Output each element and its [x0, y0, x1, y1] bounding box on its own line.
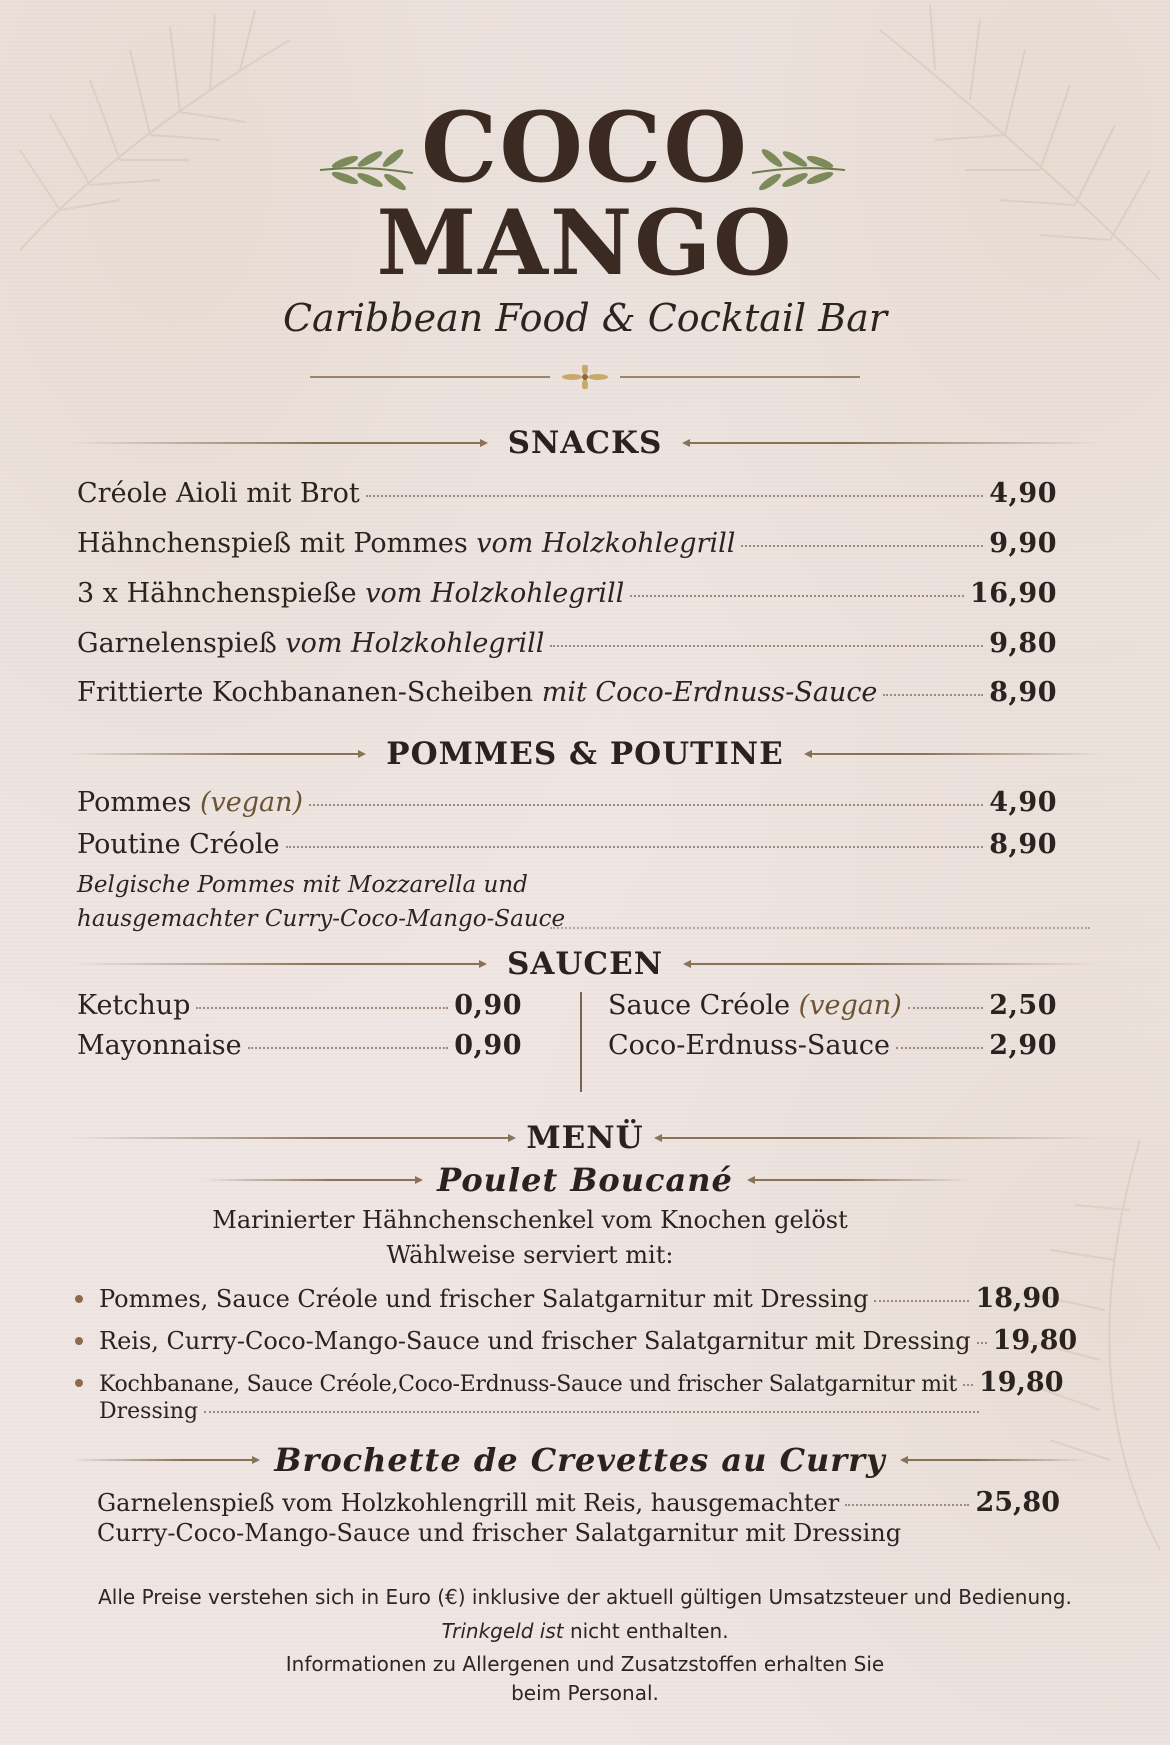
dot-leader	[248, 1047, 449, 1049]
dot-leader	[630, 595, 964, 597]
option-price: 18,90	[975, 1283, 1060, 1314]
dish-title: Poulet Boucané	[437, 1161, 733, 1199]
menu-option-continued	[99, 1399, 985, 1424]
dot-leader	[204, 1411, 979, 1413]
dish-text: Garnelenspieß vom Holzkohlengrill mit Reis, hausgemachter	[97, 1489, 840, 1517]
olive-branch-right-icon	[750, 145, 850, 195]
section-saucen-header	[70, 944, 1100, 984]
dish-poulet-header	[200, 1160, 970, 1200]
footer-allergen-note-2: beim Personal.	[511, 1681, 659, 1705]
logo-mango: MANGO	[376, 190, 794, 296]
dot-leader	[908, 1007, 983, 1009]
section-pommes-header	[70, 734, 1100, 774]
section-menu-header	[70, 1118, 1100, 1158]
bullet-icon	[75, 1379, 83, 1387]
item-note: vom Holzkohlegrill	[285, 628, 545, 659]
logo-coco: COCO	[420, 91, 750, 204]
item-name: Pommes (vegan)	[77, 787, 304, 818]
item-name: Sauce Créole (vegan)	[608, 990, 902, 1021]
bullet-icon	[75, 1337, 83, 1345]
option-text: Pommes, Sauce Créole und frischer Salatgarnitur mit Dressing	[99, 1285, 869, 1313]
dot-leader	[883, 694, 983, 696]
item-name: Hähnchenspieß mit Pommes vom Holzkohlegrill	[77, 528, 736, 559]
item-price: 2,90	[989, 1030, 1057, 1061]
menu-option	[75, 1325, 1078, 1356]
item-price: 2,50	[989, 990, 1057, 1021]
dot-leader	[309, 804, 983, 806]
dot-leader	[366, 495, 983, 497]
dot-leader	[845, 1504, 969, 1506]
dot-leader	[977, 1342, 987, 1344]
option-text: Dressing	[99, 1399, 199, 1424]
item-price: 0,90	[454, 990, 522, 1021]
item-price: 8,90	[989, 677, 1057, 708]
olive-branch-left-icon	[315, 145, 415, 195]
menu-item	[608, 1030, 1057, 1062]
dish-description	[97, 1487, 1060, 1518]
dot-leader	[874, 1300, 969, 1302]
item-price: 4,90	[989, 478, 1057, 509]
dish-description: Marinierter Hähnchenschenkel vom Knochen gelöst	[212, 1206, 848, 1234]
footer-allergen-note: Informationen zu Allergenen und Zusatzstoffen erhalten Sie	[285, 1652, 885, 1676]
footer-tip-note: Trinkgeld ist nicht enthalten.	[441, 1619, 729, 1643]
option-text: Kochbanane, Sauce Créole,Coco-Erdnuss-Sauce und frischer Salatgarnitur mit	[99, 1372, 957, 1397]
item-name: Garnelenspieß vom Holzkohlegrill	[77, 628, 545, 659]
dish-brochette-header	[70, 1440, 1090, 1480]
option-price: 19,80	[992, 1325, 1078, 1356]
dish-description	[97, 1519, 997, 1547]
item-price: 8,90	[989, 829, 1057, 860]
subtitle: Caribbean Food & Cocktail Bar	[282, 296, 888, 340]
menu-item	[77, 990, 522, 1022]
item-name: 3 x Hähnchenspieße vom Holzkohlegrill	[77, 578, 625, 609]
dot-leader	[963, 1384, 973, 1386]
item-description: Belgische Pommes mit Mozzarella und	[77, 872, 528, 898]
item-note: vom Holzkohlegrill	[476, 528, 736, 559]
item-price: 0,90	[454, 1030, 522, 1061]
item-name: Ketchup	[77, 990, 191, 1021]
section-title: SAUCEN	[506, 946, 664, 982]
menu-item	[77, 829, 1057, 861]
option-text: Reis, Curry-Coco-Mango-Sauce und frischer Salatgarnitur mit Dressing	[99, 1327, 971, 1355]
menu-item	[77, 478, 1057, 510]
item-name: Créole Aioli mit Brot	[77, 478, 360, 509]
menu-item	[77, 578, 1057, 610]
menu-item	[77, 677, 1057, 709]
dot-leader	[196, 1007, 448, 1009]
item-description: hausgemachter Curry-Coco-Mango-Sauce	[77, 906, 566, 932]
option-price: 19,80	[978, 1367, 1064, 1398]
item-name: Poutine Créole	[77, 829, 280, 860]
divider-ornament-icon	[310, 365, 860, 389]
dot-leader	[896, 1047, 983, 1049]
dot-leader	[550, 645, 983, 647]
item-price: 9,90	[989, 528, 1057, 559]
section-title: SNACKS	[507, 425, 663, 461]
dot-leader	[286, 846, 984, 848]
menu-item	[608, 990, 1057, 1022]
item-name: Mayonnaise	[77, 1030, 242, 1061]
section-title: MENÜ	[526, 1120, 644, 1156]
menu-item	[77, 787, 1057, 819]
dot-leader	[550, 927, 1090, 929]
item-note: vom Holzkohlegrill	[365, 578, 625, 609]
section-snacks-header	[70, 423, 1100, 463]
item-price: 9,80	[989, 628, 1057, 659]
footer-price-note: Alle Preise verstehen sich in Euro (€) inklusive der aktuell gültigen Umsatzsteuer und Bedienung.	[98, 1585, 1072, 1609]
dot-leader	[741, 545, 983, 547]
menu-option	[75, 1283, 1060, 1314]
menu-item	[77, 628, 1057, 660]
item-note: mit Coco-Erdnuss-Sauce	[541, 677, 878, 708]
dish-options-intro: Wählweise serviert mit:	[386, 1241, 674, 1269]
vertical-divider	[580, 992, 582, 1092]
bullet-icon	[75, 1295, 83, 1303]
section-title: POMMES & POUTINE	[386, 736, 784, 772]
dish-title: Brochette de Crevettes au Curry	[274, 1441, 886, 1479]
dish-price: 25,80	[975, 1487, 1060, 1518]
item-price: 16,90	[969, 578, 1057, 609]
menu-item	[77, 1030, 522, 1062]
vegan-tag: (vegan)	[199, 787, 304, 818]
menu-option	[75, 1367, 1064, 1398]
item-name: Coco-Erdnuss-Sauce	[608, 1030, 891, 1061]
item-name: Frittierte Kochbananen-Scheiben mit Coco-Erdnuss-Sauce	[77, 677, 878, 708]
item-price: 4,90	[989, 787, 1057, 818]
dish-text: Curry-Coco-Mango-Sauce und frischer Salatgarnitur mit Dressing	[97, 1519, 902, 1547]
vegan-tag: (vegan)	[798, 990, 902, 1021]
menu-item	[77, 528, 1057, 560]
